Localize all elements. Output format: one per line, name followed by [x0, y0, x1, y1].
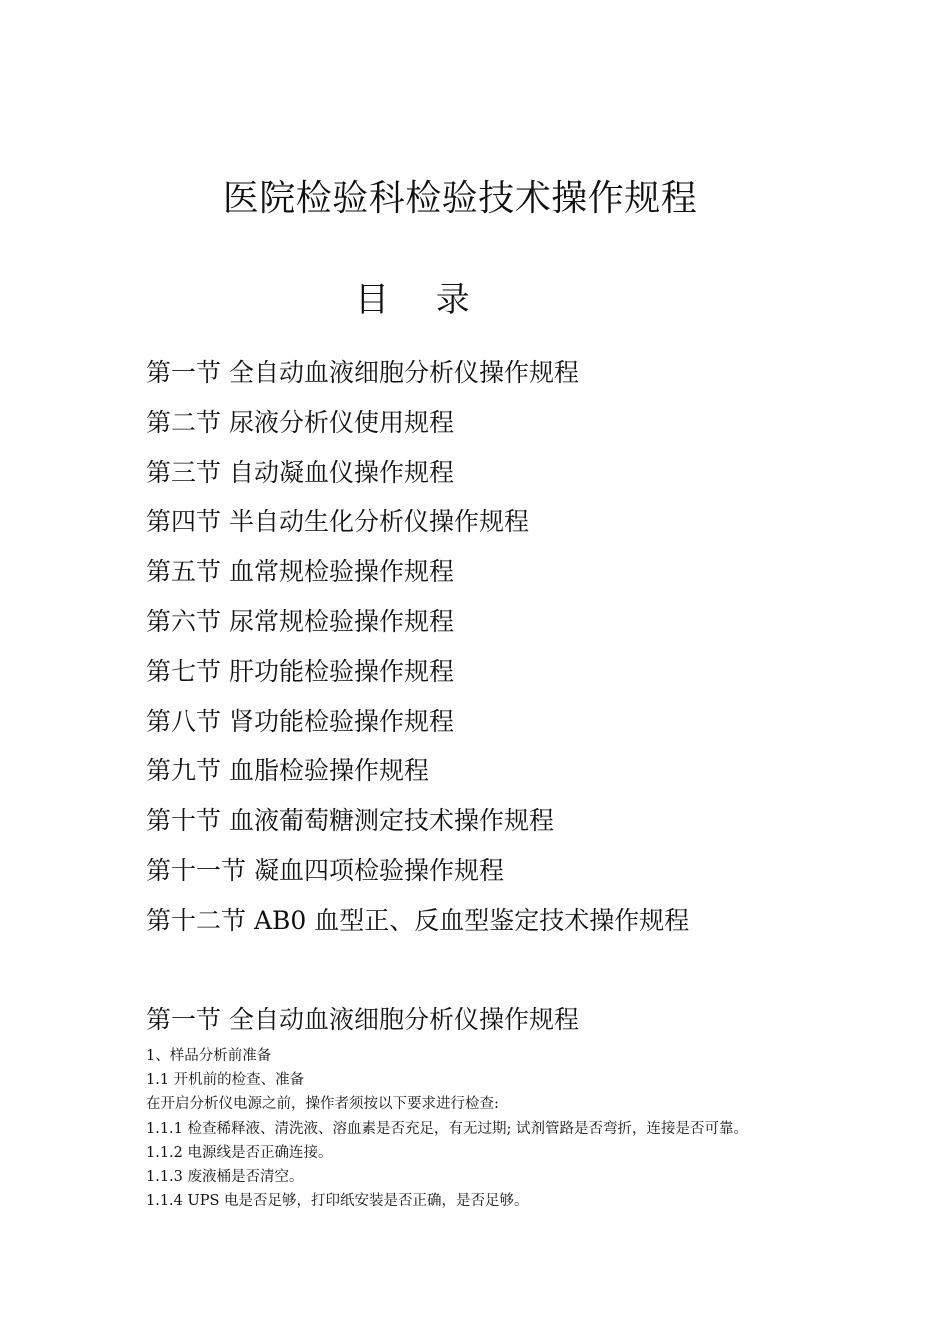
table-of-contents — [146, 353, 689, 951]
toc-item: 第五节 血常规检验操作规程 — [146, 557, 454, 587]
paragraph: 1.1.3 废液桶是否清空。 — [146, 1168, 304, 1185]
paragraph: 1、样品分析前准备 — [146, 1048, 272, 1064]
paragraph: 1.1 开机前的检查、准备 — [146, 1072, 305, 1089]
toc-item: 第九节 血脂检验操作规程 — [146, 756, 429, 786]
toc-item: 第十一节 凝血四项检验操作规程 — [146, 855, 504, 885]
section-heading: 第一节 全自动血液细胞分析仪操作规程 — [146, 1005, 579, 1034]
paragraph: 1.1.4 UPS 电是否足够，打印纸安装是否正确，是否足够。 — [146, 1193, 529, 1210]
toc-item: 第七节 肝功能检验操作规程 — [146, 656, 454, 686]
toc-item: 第四节 半自动生化分析仪操作规程 — [146, 507, 529, 537]
toc-heading: 目 录 — [355, 280, 488, 320]
section-body — [146, 1044, 748, 1213]
paragraph: 在开启分析仪电源之前，操作者须按以下要求进行检查: — [146, 1096, 499, 1113]
toc-item: 第十二节 AB0 血型正、反血型鉴定技术操作规程 — [146, 905, 690, 935]
document-title: 医院检验科检验技术操作规程 — [222, 178, 698, 219]
paragraph: 1.1.1 检查稀释液、清洗液、溶血素是否充足，有无过期; 试剂管路是否弯折，连接是否可靠。 — [146, 1120, 748, 1137]
toc-item: 第十节 血液葡萄糖测定技术操作规程 — [146, 806, 554, 836]
toc-item: 第二节 尿液分析仪使用规程 — [146, 407, 454, 437]
toc-item: 第八节 肾功能检验操作规程 — [146, 706, 454, 736]
toc-item: 第六节 尿常规检验操作规程 — [146, 606, 454, 636]
toc-item: 第一节 全自动血液细胞分析仪操作规程 — [146, 358, 579, 387]
toc-item: 第三节 自动凝血仪操作规程 — [146, 457, 454, 487]
paragraph: 1.1.2 电源线是否正确连接。 — [146, 1144, 333, 1161]
